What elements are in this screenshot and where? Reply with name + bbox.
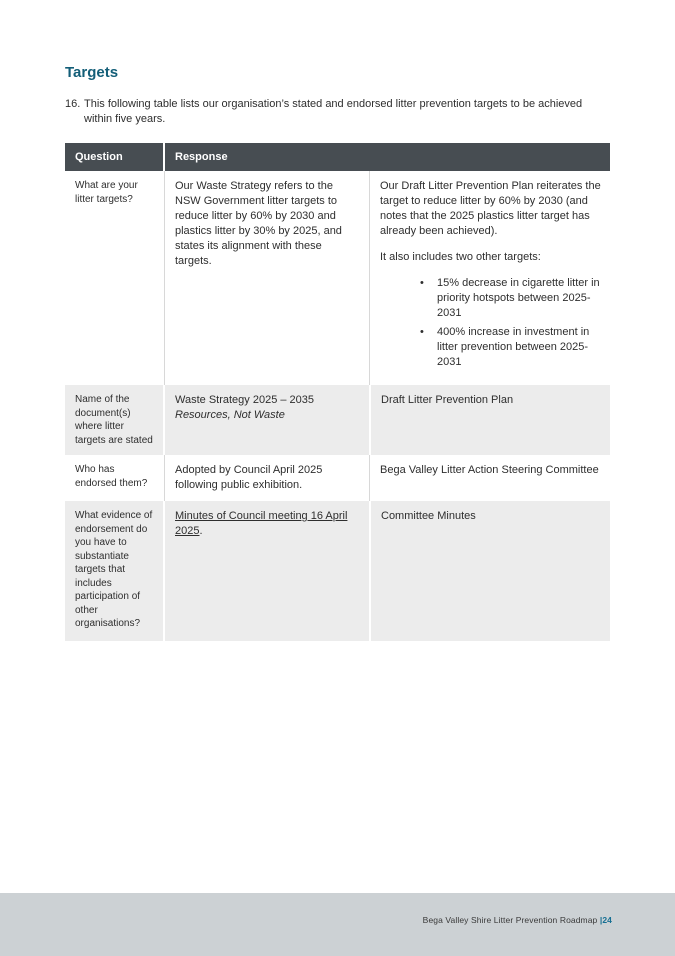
footer-band	[0, 893, 675, 956]
targets-bullet-list	[380, 276, 602, 370]
footer-document-title: Bega Valley Shire Litter Prevention Roadmap	[422, 915, 600, 925]
table-row	[65, 385, 610, 455]
response-cell-2: Draft Litter Prevention Plan	[371, 385, 610, 455]
response-cell-1: Adopted by Council April 2025 following public exhibition.	[164, 455, 369, 501]
bullet-item: • 400% increase in investment in litter prevention between 2025-2031	[380, 325, 602, 370]
bullet-item: • 15% decrease in cigarette litter in priority hotspots between 2025-2031	[380, 276, 602, 321]
response-paragraph: Our Draft Litter Prevention Plan reiterates the target to reduce litter by 60% by 2030 (and notes that the 2025 plastics litter target has already been achieved).	[380, 180, 601, 237]
response-cell-1	[165, 501, 369, 641]
response-cell-1	[165, 385, 369, 455]
council-minutes-link[interactable]: Minutes of Council meeting 16 April 2025	[175, 510, 348, 537]
response-cell-2: Bega Valley Litter Action Steering Committee	[369, 455, 610, 501]
question-cell: What are your litter targets?	[65, 171, 164, 385]
footer-text	[423, 915, 612, 925]
document-subtitle: Resources, Not Waste	[175, 409, 285, 421]
response-paragraph: It also includes two other targets:	[380, 251, 541, 263]
page-content	[65, 0, 610, 641]
question-cell: Who has endorsed them?	[65, 455, 164, 501]
page-title: Targets	[65, 64, 119, 81]
table-header-row	[65, 143, 610, 171]
table-row	[65, 501, 610, 641]
question-cell: Name of the document(s) where litter targets are stated	[65, 385, 163, 455]
document-title: Waste Strategy 2025 – 2035	[175, 394, 315, 406]
table-row	[65, 455, 610, 501]
response-cell-2	[369, 171, 610, 385]
intro-text: This following table lists our organisation’s stated and endorsed litter prevention targets to be achieved within five years.	[84, 98, 583, 125]
response-cell-2: Committee Minutes	[371, 501, 610, 641]
intro-paragraph	[65, 97, 605, 127]
question-cell: What evidence of endorsement do you have to substantiate targets that includes participation of other organisations?	[65, 501, 163, 641]
header-response: Response	[165, 143, 610, 171]
targets-table	[65, 143, 610, 641]
footer-page-number: |24	[599, 915, 612, 925]
list-number: 16.	[65, 98, 81, 110]
table-row	[65, 171, 610, 385]
header-question: Question	[65, 143, 163, 171]
link-suffix: .	[199, 525, 203, 537]
response-cell-1: Our Waste Strategy refers to the NSW Government litter targets to reduce litter by 60% by 2030 and plastics litter by 30% by 2025, and states its alignment with these targets.	[164, 171, 369, 385]
